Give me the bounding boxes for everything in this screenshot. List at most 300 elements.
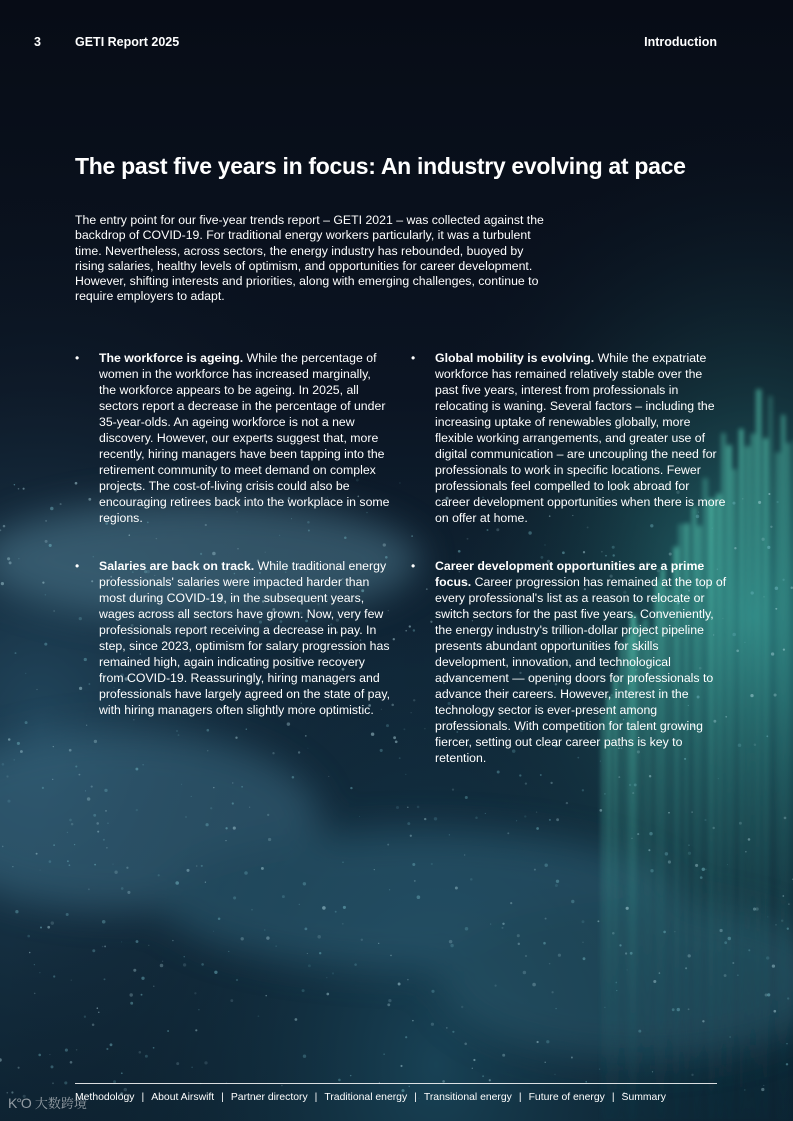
decorative-speck: [133, 969, 136, 972]
decorative-speck: [49, 860, 52, 863]
decorative-speck: [455, 887, 458, 890]
decorative-speck: [20, 750, 23, 753]
decorative-speck: [398, 983, 401, 986]
decorative-speck: [507, 832, 509, 834]
decorative-speck: [712, 528, 714, 530]
decorative-speck: [2, 763, 5, 766]
decorative-speck: [112, 864, 113, 865]
decorative-speck: [84, 658, 87, 661]
decorative-speck: [84, 1016, 86, 1018]
decorative-speck: [332, 972, 334, 974]
footer-link-traditional-energy[interactable]: Traditional energy: [324, 1092, 408, 1103]
decorative-speck: [39, 972, 40, 973]
decorative-speck: [434, 817, 437, 820]
decorative-speck: [265, 552, 266, 553]
decorative-speck: [210, 807, 212, 809]
decorative-speck: [184, 956, 185, 957]
decorative-speck: [98, 1012, 99, 1013]
decorative-speck: [2, 846, 4, 848]
bullet-dot-icon: •: [411, 559, 416, 573]
decorative-speck: [719, 929, 722, 932]
decorative-speck: [15, 652, 17, 654]
footer-separator: |: [518, 1092, 522, 1103]
decorative-speck: [292, 776, 295, 779]
decorative-speck: [417, 895, 421, 899]
decorative-speck: [426, 588, 428, 590]
decorative-speck: [160, 964, 164, 968]
bullet-salaries: [75, 558, 391, 718]
bullet-lead: Career development opportunities are a prime focus.: [435, 559, 705, 589]
decorative-speck: [629, 784, 631, 786]
decorative-speck: [153, 986, 154, 987]
decorative-speck: [412, 863, 415, 866]
decorative-speck: [191, 1067, 193, 1069]
bullet-career-development: [411, 558, 727, 766]
decorative-speck: [191, 796, 192, 797]
logo-icon: K°O: [8, 1094, 31, 1111]
decorative-speck: [129, 534, 131, 536]
decorative-speck: [264, 929, 265, 930]
decorative-speck: [649, 775, 651, 777]
decorative-speck: [724, 941, 727, 944]
decorative-speck: [60, 503, 62, 505]
decorative-speck: [587, 526, 589, 528]
decorative-speck: [236, 979, 238, 981]
footer-link-methodology[interactable]: Methodology: [75, 1092, 135, 1103]
decorative-speck: [396, 806, 399, 809]
decorative-speck: [94, 864, 96, 866]
decorative-speck: [96, 822, 99, 825]
decorative-speck: [88, 683, 90, 685]
decorative-speck: [380, 749, 383, 752]
decorative-speck: [45, 520, 47, 522]
decorative-speck: [92, 1023, 95, 1026]
decorative-speck: [114, 871, 117, 874]
decorative-speck: [52, 779, 53, 780]
decorative-speck: [49, 1054, 50, 1055]
footer-link-transitional-energy[interactable]: Transitional energy: [423, 1092, 512, 1103]
footer-separator: |: [221, 1092, 224, 1103]
decorative-speck: [6, 775, 8, 777]
decorative-speck: [51, 1065, 54, 1068]
decorative-speck: [729, 1036, 730, 1037]
decorative-speck: [371, 732, 374, 735]
decorative-speck: [472, 1068, 473, 1069]
decorative-speck: [52, 1082, 54, 1084]
decorative-speck: [213, 787, 214, 788]
decorative-speck: [66, 913, 69, 916]
decorative-speck: [413, 629, 415, 631]
decorative-speck: [766, 956, 769, 959]
decorative-bar: [726, 445, 731, 1121]
decorative-speck: [15, 910, 18, 913]
decorative-speck: [767, 546, 770, 549]
decorative-speck: [409, 625, 411, 627]
decorative-speck: [668, 812, 670, 814]
bullet-body: While the expatriate workforce has remained relatively stable over the past five years, interest from professionals in relocating is waning. Several factors – including the increasing uptake of renewables globally, more flexible working arrangements, and greater use of digital communication – are uncoupling the need for professionals to work in specific locations. Fewer professionals feel compelled to look abroad for career development opportunities when there is more on offer at home.: [435, 351, 726, 525]
decorative-speck: [653, 980, 656, 983]
decorative-speck: [487, 529, 489, 531]
decorative-speck: [374, 869, 375, 870]
decorative-speck: [718, 778, 719, 779]
decorative-speck: [71, 980, 72, 981]
watermark-text: 大数跨境: [34, 1096, 87, 1111]
decorative-speck: [232, 782, 233, 783]
decorative-speck: [91, 786, 93, 788]
decorative-speck: [23, 488, 25, 490]
decorative-speck: [107, 823, 108, 824]
decorative-speck: [265, 995, 267, 997]
decorative-speck: [214, 971, 217, 974]
decorative-speck: [732, 502, 735, 505]
footer-link-about-airswift[interactable]: About Airswift: [151, 1092, 215, 1103]
decorative-speck: [649, 832, 652, 835]
decorative-speck: [67, 832, 68, 833]
decorative-speck: [556, 818, 559, 821]
decorative-speck: [303, 1054, 306, 1057]
decorative-speck: [1, 582, 4, 585]
decorative-speck: [753, 908, 756, 911]
bullet-body: While traditional energy professionals' salaries were impacted harder than most during COVID-19, in the subsequent years, wages across all sectors have grown. Now, very few professionals report receiving a decrease in pay. In step, since 2023, optimism for salary progression has remained high, again indicating positive recovery from COVID-19. Reassuringly, hiring managers and professionals have largely agreed on the state of pay, with hiring managers often slightly more optimistic.: [99, 559, 390, 717]
decorative-speck: [727, 864, 728, 865]
decorative-speck: [616, 990, 617, 991]
decorative-speck: [582, 920, 585, 923]
decorative-speck: [704, 819, 706, 821]
decorative-speck: [18, 1067, 20, 1069]
decorative-speck: [282, 895, 285, 898]
decorative-speck: [322, 906, 326, 910]
decorative-speck: [489, 1079, 491, 1081]
decorative-speck: [258, 1015, 260, 1017]
decorative-speck: [619, 944, 621, 946]
decorative-speck: [167, 1030, 169, 1032]
decorative-speck: [350, 787, 352, 789]
decorative-speck: [430, 621, 432, 623]
decorative-speck: [69, 749, 72, 752]
decorative-speck: [65, 1049, 68, 1052]
decorative-speck: [91, 580, 93, 582]
decorative-speck: [754, 744, 757, 747]
decorative-speck: [546, 1040, 549, 1043]
decorative-speck: [104, 789, 107, 792]
decorative-speck: [544, 1062, 545, 1063]
decorative-speck: [775, 608, 777, 610]
decorative-speck: [449, 940, 453, 944]
decorative-speck: [395, 740, 398, 743]
decorative-speck: [668, 860, 671, 863]
decorative-speck: [674, 931, 675, 932]
decorative-speck: [233, 896, 236, 899]
decorative-speck: [201, 963, 204, 966]
decorative-speck: [545, 918, 547, 920]
decorative-speck: [605, 555, 607, 557]
decorative-speck: [129, 993, 132, 996]
decorative-speck: [272, 752, 274, 754]
bullet-lead: Global mobility is evolving.: [435, 351, 595, 365]
decorative-speck: [549, 963, 551, 965]
decorative-speck: [305, 735, 307, 737]
decorative-speck: [142, 764, 143, 765]
decorative-speck: [74, 844, 75, 845]
decorative-speck: [604, 793, 606, 795]
decorative-speck: [92, 949, 95, 952]
decorative-speck: [127, 891, 130, 894]
decorative-speck: [204, 1061, 207, 1064]
decorative-speck: [302, 989, 305, 992]
decorative-speck: [597, 920, 599, 922]
decorative-speck: [287, 722, 290, 725]
decorative-speck: [688, 954, 691, 957]
decorative-speck: [361, 939, 363, 941]
decorative-speck: [335, 911, 337, 913]
decorative-speck: [761, 1088, 764, 1091]
decorative-speck: [669, 552, 672, 555]
decorative-bar: [775, 452, 781, 1121]
decorative-speck: [212, 552, 216, 556]
decorative-speck: [650, 869, 653, 872]
decorative-speck: [47, 926, 50, 929]
decorative-speck: [317, 935, 321, 939]
decorative-speck: [88, 888, 90, 890]
decorative-speck: [305, 928, 308, 931]
decorative-speck: [338, 1079, 341, 1082]
decorative-speck: [71, 823, 74, 826]
decorative-speck: [175, 881, 179, 885]
decorative-speck: [386, 724, 389, 727]
decorative-speck: [388, 999, 391, 1002]
page-title: The past five years in focus: An industry evolving at pace: [75, 153, 686, 179]
decorative-speck: [45, 594, 47, 596]
decorative-speck: [13, 759, 15, 761]
decorative-speck: [413, 699, 415, 701]
bullet-body: While the percentage of women in the workforce has increased marginally, the workforce appears to be ageing. In 2025, all sectors report a decrease in the percentage of under 35-year-olds. An ageing workforce is not a new discovery. However, our experts suggest that, more recently, hiring managers have been tapping into the retirement community to meet demand on complex projects. The cost-of-living crisis could also be encouraging retirees back into the workplace in some regions.: [99, 351, 390, 525]
decorative-speck: [583, 957, 586, 960]
decorative-bar: [733, 469, 737, 1121]
decorative-speck: [771, 652, 774, 655]
bullet-body: Career progression has remained at the top of every professional's list as a reason to relocate or switch sectors for the past five years. Conveniently, the energy industry's trillion-dollar project pipeline presents abundant opportunities for skills development, innovation, and technological advancement — opening doors for professionals to advance their careers. However, interest in the technology sector is ever-present among professionals. With competition for talent growing fiercer, setting out clear career paths is key to retention.: [435, 575, 727, 765]
decorative-speck: [178, 734, 180, 736]
decorative-speck: [88, 498, 91, 501]
decorative-speck: [103, 839, 105, 841]
decorative-speck: [412, 1020, 414, 1022]
decorative-speck: [207, 750, 208, 751]
decorative-speck: [524, 815, 526, 817]
decorative-bar: [721, 433, 726, 1121]
footer-separator: |: [611, 1092, 615, 1103]
decorative-speck: [763, 1085, 764, 1086]
decorative-speck: [750, 694, 753, 697]
decorative-speck: [105, 810, 107, 812]
decorative-speck: [344, 537, 347, 540]
decorative-speck: [630, 952, 633, 955]
decorative-speck: [54, 610, 55, 611]
decorative-speck: [121, 1072, 123, 1074]
decorative-speck: [461, 1006, 463, 1008]
decorative-speck: [279, 535, 280, 536]
decorative-speck: [566, 802, 568, 804]
decorative-speck: [516, 820, 517, 821]
footer-separator: |: [314, 1092, 318, 1103]
decorative-speck: [758, 501, 761, 504]
decorative-speck: [543, 942, 546, 945]
decorative-speck: [473, 1059, 475, 1061]
decorative-speck: [555, 1008, 556, 1009]
decorative-speck: [45, 540, 48, 543]
decorative-speck: [241, 937, 244, 940]
bullet-lead: Salaries are back on track.: [99, 559, 255, 573]
decorative-speck: [232, 802, 234, 804]
decorative-speck: [7, 557, 10, 560]
decorative-speck: [233, 827, 236, 830]
decorative-speck: [446, 1027, 448, 1029]
decorative-speck: [145, 1055, 148, 1058]
decorative-speck: [268, 838, 271, 841]
decorative-speck: [411, 712, 412, 713]
decorative-speck: [464, 1043, 467, 1046]
decorative-speck: [230, 999, 233, 1002]
decorative-speck: [688, 852, 691, 855]
decorative-speck: [53, 746, 54, 747]
section-title: Introduction: [644, 35, 717, 49]
decorative-speck: [612, 554, 614, 556]
decorative-speck: [659, 972, 661, 974]
decorative-speck: [387, 1003, 390, 1006]
decorative-speck: [612, 932, 615, 935]
decorative-speck: [502, 1054, 505, 1057]
decorative-speck: [470, 878, 473, 881]
decorative-speck: [307, 748, 308, 749]
decorative-speck: [102, 920, 106, 924]
decorative-speck: [784, 817, 787, 820]
decorative-speck: [626, 907, 629, 910]
decorative-speck: [201, 865, 203, 867]
decorative-speck: [343, 906, 346, 909]
bullet-dot-icon: •: [411, 351, 416, 365]
decorative-speck: [781, 919, 783, 921]
decorative-speck: [787, 997, 789, 999]
decorative-speck: [742, 498, 744, 500]
decorative-speck: [695, 864, 698, 867]
decorative-speck: [135, 768, 138, 771]
decorative-speck: [767, 993, 770, 996]
decorative-speck: [685, 967, 687, 969]
decorative-speck: [266, 936, 269, 939]
decorative-speck: [97, 831, 99, 833]
decorative-speck: [627, 969, 628, 970]
decorative-speck: [378, 943, 379, 944]
footer-link-partner-directory[interactable]: Partner directory: [230, 1092, 308, 1103]
decorative-speck: [738, 743, 742, 747]
decorative-speck: [281, 1085, 283, 1087]
decorative-speck: [732, 633, 736, 637]
decorative-speck: [691, 811, 692, 812]
decorative-speck: [29, 952, 31, 954]
decorative-speck: [783, 648, 785, 650]
decorative-speck: [391, 704, 394, 707]
decorative-speck: [770, 526, 772, 528]
decorative-speck: [303, 882, 306, 885]
decorative-speck: [70, 1061, 73, 1064]
decorative-speck: [482, 1075, 484, 1077]
decorative-speck: [774, 693, 777, 696]
decorative-bar: [768, 396, 772, 1121]
decorative-speck: [532, 983, 536, 987]
decorative-speck: [308, 530, 310, 532]
decorative-speck: [475, 816, 478, 819]
decorative-speck: [782, 579, 784, 581]
decorative-speck: [409, 1086, 410, 1087]
decorative-speck: [449, 834, 450, 835]
decorative-speck: [136, 809, 138, 811]
decorative-speck: [40, 927, 42, 929]
decorative-speck: [97, 1007, 99, 1009]
decorative-speck: [775, 924, 776, 925]
decorative-speck: [536, 811, 537, 812]
bullet-dot-icon: •: [75, 559, 80, 573]
decorative-speck: [7, 800, 10, 803]
decorative-speck: [554, 1074, 556, 1076]
footer-link-summary[interactable]: Summary: [621, 1092, 666, 1103]
decorative-speck: [176, 730, 178, 732]
decorative-speck: [638, 1030, 641, 1033]
decorative-speck: [788, 903, 790, 905]
decorative-speck: [450, 944, 453, 947]
decorative-speck: [612, 546, 615, 549]
decorative-speck: [93, 556, 94, 557]
decorative-speck: [465, 796, 468, 799]
decorative-speck: [354, 963, 357, 966]
decorative-speck: [79, 687, 82, 690]
decorative-speck: [736, 649, 739, 652]
decorative-speck: [156, 538, 157, 539]
decorative-speck: [464, 854, 465, 855]
decorative-speck: [49, 544, 52, 547]
decorative-speck: [139, 1051, 142, 1054]
decorative-speck: [732, 962, 734, 964]
decorative-speck: [523, 971, 527, 975]
decorative-speck: [431, 1023, 434, 1026]
bullet-global-mobility: [411, 350, 727, 526]
decorative-speck: [359, 816, 360, 817]
decorative-speck: [40, 870, 41, 871]
decorative-speck: [102, 946, 104, 948]
decorative-speck: [267, 814, 269, 816]
decorative-speck: [544, 544, 545, 545]
decorative-speck: [652, 1071, 653, 1072]
decorative-speck: [407, 806, 409, 808]
decorative-speck: [79, 617, 82, 620]
decorative-speck: [414, 880, 416, 882]
decorative-speck: [106, 847, 108, 849]
decorative-speck: [431, 990, 434, 993]
decorative-speck: [571, 900, 574, 903]
decorative-speck: [121, 887, 124, 890]
decorative-speck: [387, 844, 389, 846]
decorative-speck: [399, 482, 401, 484]
decorative-speck: [308, 964, 311, 967]
decorative-speck: [776, 501, 778, 503]
decorative-speck: [27, 935, 30, 938]
decorative-speck: [458, 550, 461, 553]
decorative-speck: [705, 869, 706, 870]
decorative-speck: [604, 1007, 605, 1008]
decorative-speck: [571, 1057, 573, 1059]
decorative-speck: [17, 742, 20, 745]
decorative-speck: [106, 1048, 108, 1050]
decorative-speck: [389, 889, 390, 890]
decorative-speck: [403, 728, 405, 730]
footer-link-future-of-energy[interactable]: Future of energy: [528, 1092, 605, 1103]
